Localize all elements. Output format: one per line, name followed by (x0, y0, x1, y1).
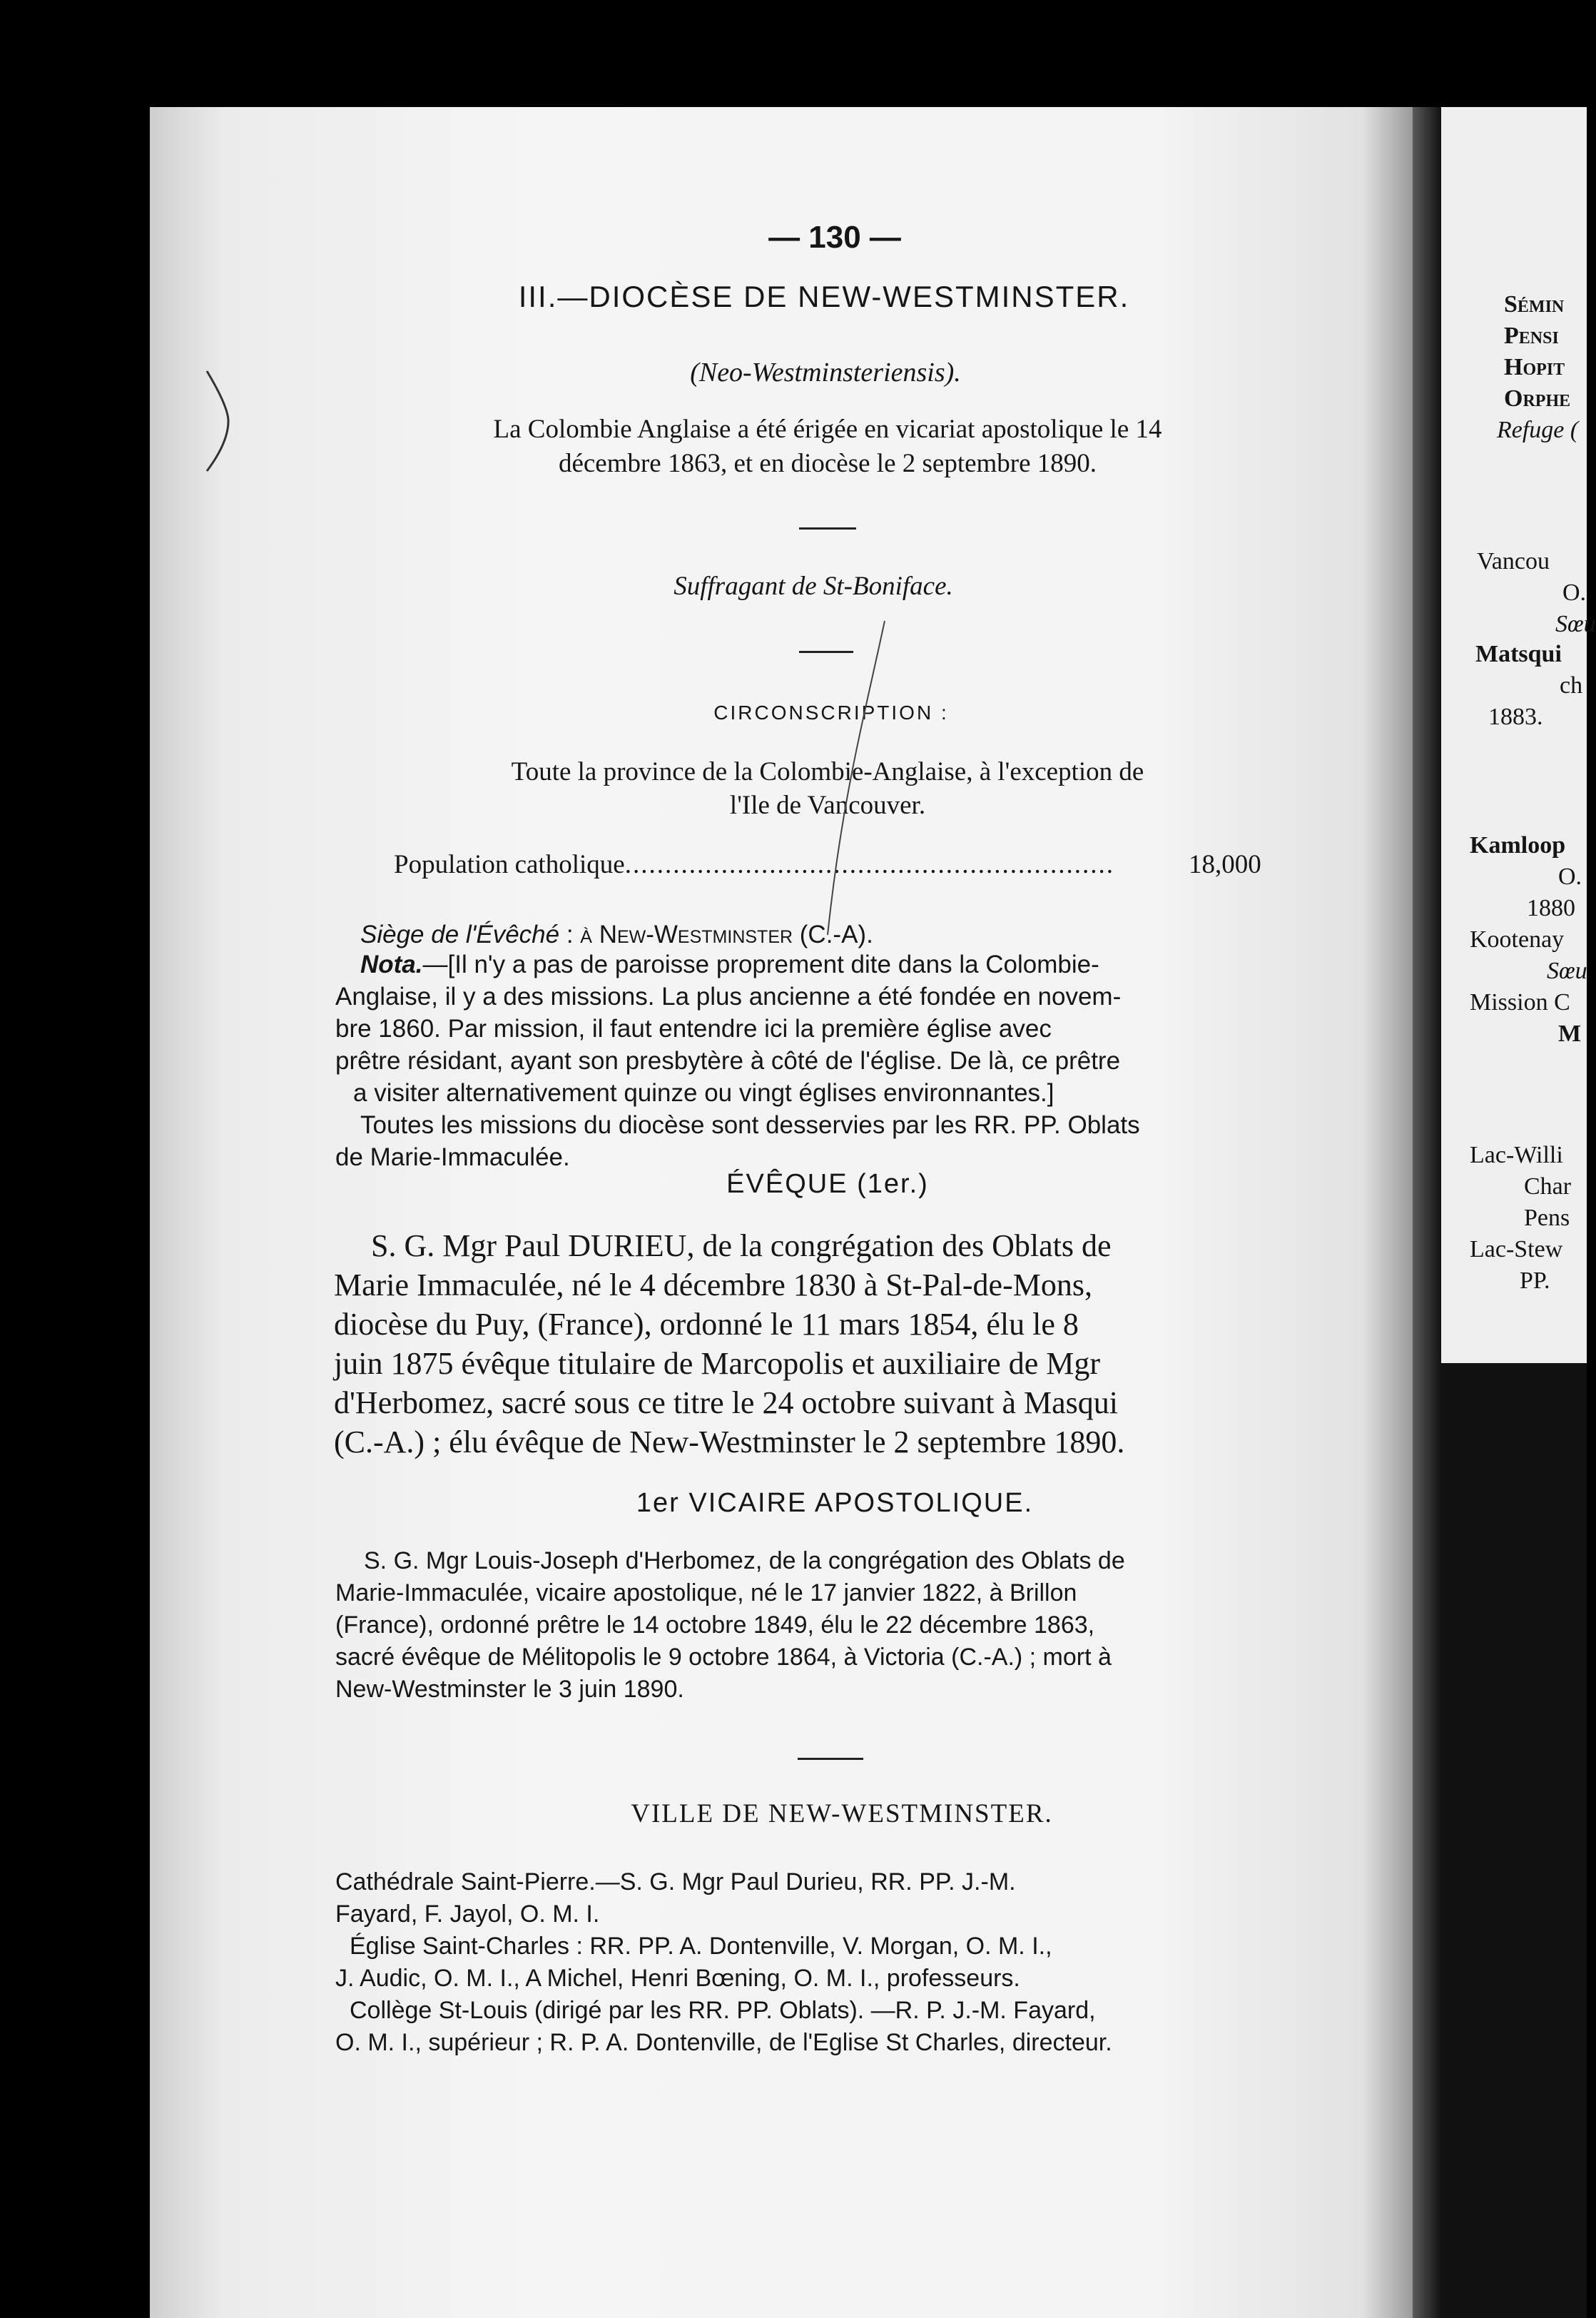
ville-line-6: O. M. I., supérieur ; R. P. A. Dontenville, de l'Eglise St Charles, directeur. (335, 2029, 1112, 2056)
eveque-line-6: (C.-A.) ; élu évêque de New-Westminster le 2 septembre 1890. (334, 1424, 1125, 1459)
eveque-line-3: diocèse du Puy, (France), ordonné le 11 mars 1854, élu le 8 (334, 1307, 1079, 1342)
vicaire-heading: 1er VICAIRE APOSTOLIQUE. (636, 1488, 1034, 1518)
right-fragment: Kootenay (1470, 926, 1565, 953)
eveque-line-4: juin 1875 évêque titulaire de Marcopolis et auxiliaire de Mgr (334, 1346, 1101, 1381)
right-fragment: PP. (1520, 1267, 1550, 1294)
population-value: 18,000 (1189, 850, 1261, 879)
nota-label: Nota. (360, 951, 423, 978)
nota-line-1 (360, 951, 1099, 979)
right-fragment: Hopit (1504, 354, 1565, 380)
right-fragment: 1880 (1527, 895, 1575, 921)
suffragant-line: Suffragant de St-Boniface. (674, 572, 953, 601)
right-fragment: O. (1558, 864, 1582, 890)
ville-line-3: Église Saint-Charles : RR. PP. A. Dontenville, V. Morgan, O. M. I., (350, 1933, 1052, 1960)
population-label-text: Population catholique (394, 850, 625, 879)
diocese-title: III.—DIOCÈSE DE NEW-WESTMINSTER. (518, 280, 1130, 313)
ville-heading: VILLE DE NEW-WESTMINSTER. (631, 1799, 1053, 1828)
population-label (394, 849, 1114, 880)
nota-line-5: a visiter alternativement quinze ou vingt églises environnantes.] (353, 1079, 1054, 1107)
margin-bracket-mark (200, 364, 243, 478)
nota-line-6: Toutes les missions du diocèse sont desservies par les RR. PP. Oblats (360, 1111, 1140, 1139)
siege-value: : à New-Westminster (C.-A). (566, 921, 873, 948)
vicaire-line-5: New-Westminster le 3 juin 1890. (335, 1676, 684, 1703)
right-fragment: O. (1562, 580, 1587, 606)
vicaire-line-4: sacré évêque de Mélitopolis le 9 octobre 1864, à Victoria (C.-A.) ; mort à (335, 1644, 1112, 1671)
vicaire-line-1: S. G. Mgr Louis-Joseph d'Herbomez, de la congrégation des Oblats de (364, 1547, 1125, 1574)
right-fragment: Sémin (1504, 291, 1565, 318)
ville-line-2: Fayard, F. Jayol, O. M. I. (335, 1901, 600, 1928)
nota-text: —[Il n'y a pas de paroisse proprement dite dans la Colombie- (422, 951, 1099, 978)
nota-line-3: bre 1860. Par mission, il faut entendre ici la première église avec (335, 1015, 1052, 1043)
pencil-mark (756, 614, 899, 942)
nota-line-4: prêtre résidant, ayant son presbytère à côté de l'église. De là, ce prêtre (335, 1047, 1121, 1075)
eveque-line-5: d'Herbomez, sacré sous ce titre le 24 octobre suivant à Masqui (334, 1385, 1119, 1420)
right-fragment: Lac-Willi (1470, 1142, 1563, 1168)
scan-background (1441, 1363, 1587, 2318)
circonscription-heading: CIRCONSCRIPTION : (713, 702, 949, 724)
eveque-line-1: S. G. Mgr Paul DURIEU, de la congrégation des Oblats de (371, 1228, 1112, 1263)
separator-rule (798, 1758, 863, 1760)
nota-line-7: de Marie-Immaculée. (335, 1143, 570, 1171)
right-fragment: Sœu (1547, 958, 1587, 984)
vicaire-line-2: Marie-Immaculée, vicaire apostolique, né le 17 janvier 1822, à Brillon (335, 1579, 1077, 1606)
latin-name: (Neo-Westminsteriensis). (690, 358, 961, 388)
right-fragment: Pensi (1504, 323, 1559, 349)
intro-line-1: La Colombie Anglaise a été érigée en vicariat apostolique le 14 (493, 415, 1162, 444)
leader-dots: ............................................................. (624, 850, 1114, 879)
right-fragment: Kamloop (1470, 832, 1566, 859)
right-fragment: Vancou (1477, 548, 1550, 575)
right-fragment: Refuge ( (1497, 417, 1579, 443)
ville-line-4: J. Audic, O. M. I., A Michel, Henri Bœning, O. M. I., professeurs. (335, 1965, 1020, 1992)
right-fragment: Orphe (1504, 385, 1571, 412)
separator-rule (799, 527, 856, 530)
vicaire-line-3: (France), ordonné prêtre le 14 octobre 1849, élu le 22 décembre 1863, (335, 1611, 1095, 1639)
intro-line-2: décembre 1863, et en diocèse le 2 septembre 1890. (558, 449, 1097, 478)
page-number: — 130 — (768, 220, 901, 255)
right-fragment: M (1558, 1021, 1582, 1047)
book-gutter (1413, 107, 1441, 2318)
eveque-heading: ÉVÊQUE (1er.) (726, 1169, 929, 1199)
right-fragment: Matsqui (1475, 641, 1562, 667)
ville-line-1: Cathédrale Saint-Pierre.—S. G. Mgr Paul Durieu, RR. PP. J.-M. (335, 1868, 1016, 1896)
right-fragment: Lac-Stew (1470, 1236, 1563, 1262)
right-fragment: 1883. (1488, 704, 1543, 730)
right-fragment: Pens (1524, 1205, 1570, 1231)
right-fragment: Char (1524, 1173, 1572, 1200)
nota-line-2: Anglaise, il y a des missions. La plus ancienne a été fondée en novem- (335, 983, 1122, 1011)
right-fragment: ch (1560, 672, 1583, 699)
right-fragment: Sœu (1555, 611, 1596, 637)
ville-line-5: Collège St-Louis (dirigé par les RR. PP. Oblats). —R. P. J.-M. Fayard, (350, 1997, 1096, 2024)
right-fragment: Mission C (1470, 989, 1570, 1016)
circonscription-line-1: Toute la province de la Colombie-Anglaise, à l'exception de (511, 757, 1144, 786)
circonscription-line-2: l'Ile de Vancouver. (729, 791, 926, 820)
eveque-line-2: Marie Immaculée, né le 4 décembre 1830 à St-Pal-de-Mons, (334, 1267, 1092, 1302)
siege-label: Siège de l'Évêché (360, 921, 560, 948)
